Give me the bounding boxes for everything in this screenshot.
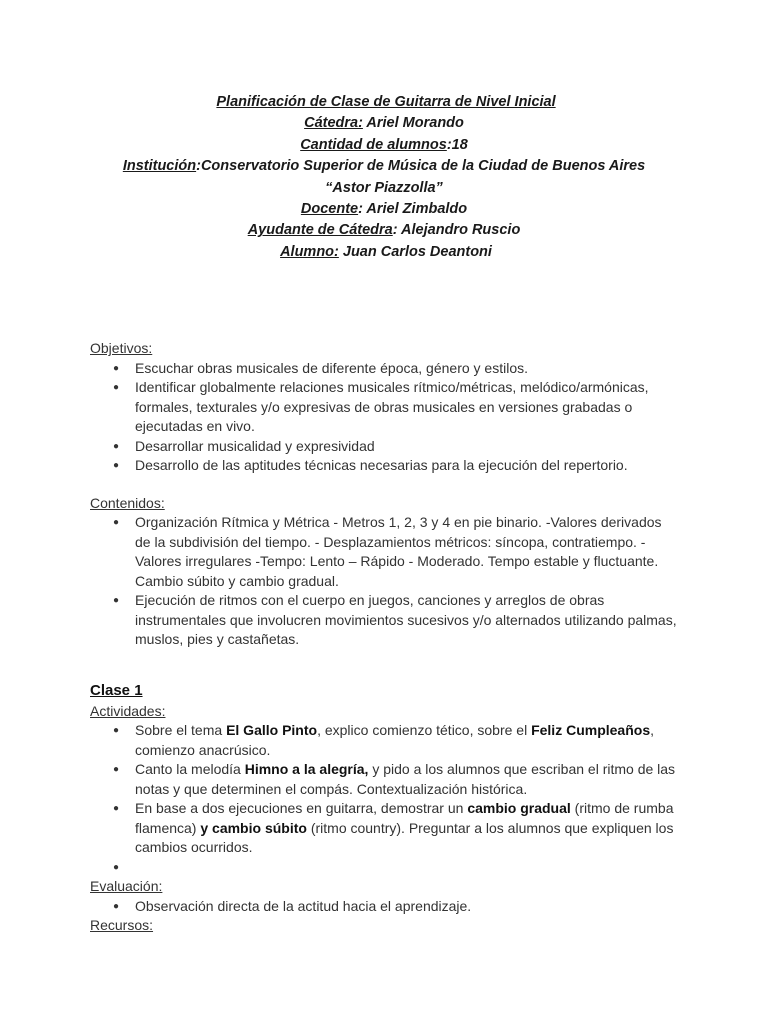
list-item [135,799,678,858]
contenidos-list [90,513,678,650]
list-item: ● Organización Rítmica y Métrica - Metros 1, 2, 3 y 4 en pie binario. -Valores derivados de la subdivisión del tiempo. - Desplazamientos métricos: síncopa, contratiempo. - Valores irregulares -Tempo: Lento – Rápido - Moderado. Tempo estable y fluctuante. Cambio súbito y cambio gradual. [135,513,678,591]
text-run: , explico comienzo tético, sobre el [317,722,532,739]
plan-title: Planificación de Clase de Guitarra de Nivel Inicial [216,94,556,110]
cantidad-value: :18 [446,136,468,153]
text-run: (ritmo country). Preguntar a los alumnos que expliquen los cambios ocurridos. [135,819,674,856]
recursos-label: Recursos: [90,917,154,934]
text-run: (ritmo de rumba flamenca) [135,800,674,836]
objetivos-label: Objetivos: [90,340,153,357]
header-cantidad-line [90,135,678,156]
clase-1-title: Clase 1 [90,681,143,699]
header-catedra-line [90,113,678,134]
text-run: Sobre el tema [135,722,227,739]
objetivos-list [90,359,678,476]
alumno-label: Alumno: [280,243,339,260]
list-item: ● Desarrollar musicalidad y expresividad [135,437,678,457]
term-cambio-gradual: cambio gradual [467,800,571,817]
text-run: Canto la melodía [135,761,245,778]
institucion-label: Institución [122,158,197,175]
docente-label: Docente [300,201,359,218]
document-header [90,92,678,263]
catedra-value: Ariel Morando [362,115,464,132]
term-cambio-subito: y cambio súbito [200,819,307,836]
evaluacion-list [90,897,678,917]
list-item [135,721,678,760]
list-item [135,760,678,799]
header-alumno-line [90,242,678,263]
song-himno-a-la-alegria: Himno a la alegría, [244,761,369,778]
catedra-label: Cátedra: [304,115,363,132]
docente-value: : Ariel Zimbaldo [358,201,468,218]
list-item: ● Escuchar obras musicales de diferente época, género y estilos. [135,359,678,379]
actividades-label: Actividades: [90,702,166,719]
text-run: , comienzo anacrúsico. [135,722,654,758]
header-title-line [90,92,678,113]
header-docente-line [90,199,678,220]
ayudante-label: Ayudante de Cátedra [247,222,393,239]
cantidad-label: Cantidad de alumnos [300,136,447,153]
header-ayudante-line [90,220,678,241]
song-el-gallo-pinto: El Gallo Pinto [226,722,318,739]
text-run: En base a dos ejecuciones en guitarra, demostrar un [135,800,468,817]
list-item: ● Observación directa de la actitud hacia el aprendizaje. [135,897,678,917]
ayudante-value: : Alejandro Ruscio [392,222,521,239]
alumno-value: Juan Carlos Deantoni [338,243,492,260]
list-item: ● Ejecución de ritmos con el cuerpo en juegos, canciones y arreglos de obras instrumentales que involucren movimientos sucesivos y/o alternados utilizando palmas, muslos, pies y castañetas. [135,591,678,650]
text-run: y pido a los alumnos que escriban el ritmo de las notas y que determinen el compás. Contextualización histórica. [135,761,676,797]
header-institucion-line [90,156,678,177]
list-item: ● Identificar globalmente relaciones musicales rítmico/métricas, melódico/armónicas, formales, texturales y/o expresivas de obras musicales en versiones grabadas o ejecutadas en vivo. [135,378,678,437]
header-institucion-line2: “Astor Piazzolla” [325,179,443,196]
institucion-value: :Conservatorio Superior de Música de la Ciudad de Buenos Aires [196,158,646,175]
list-item: ● Desarrollo de las aptitudes técnicas necesarias para la ejecución del repertorio. [135,456,678,476]
actividades-list [90,721,678,877]
contenidos-label: Contenidos: [90,494,165,511]
empty-list-item [135,858,678,878]
evaluacion-label: Evaluación: [90,878,163,895]
song-feliz-cumpleanos: Feliz Cumpleaños [531,722,651,739]
